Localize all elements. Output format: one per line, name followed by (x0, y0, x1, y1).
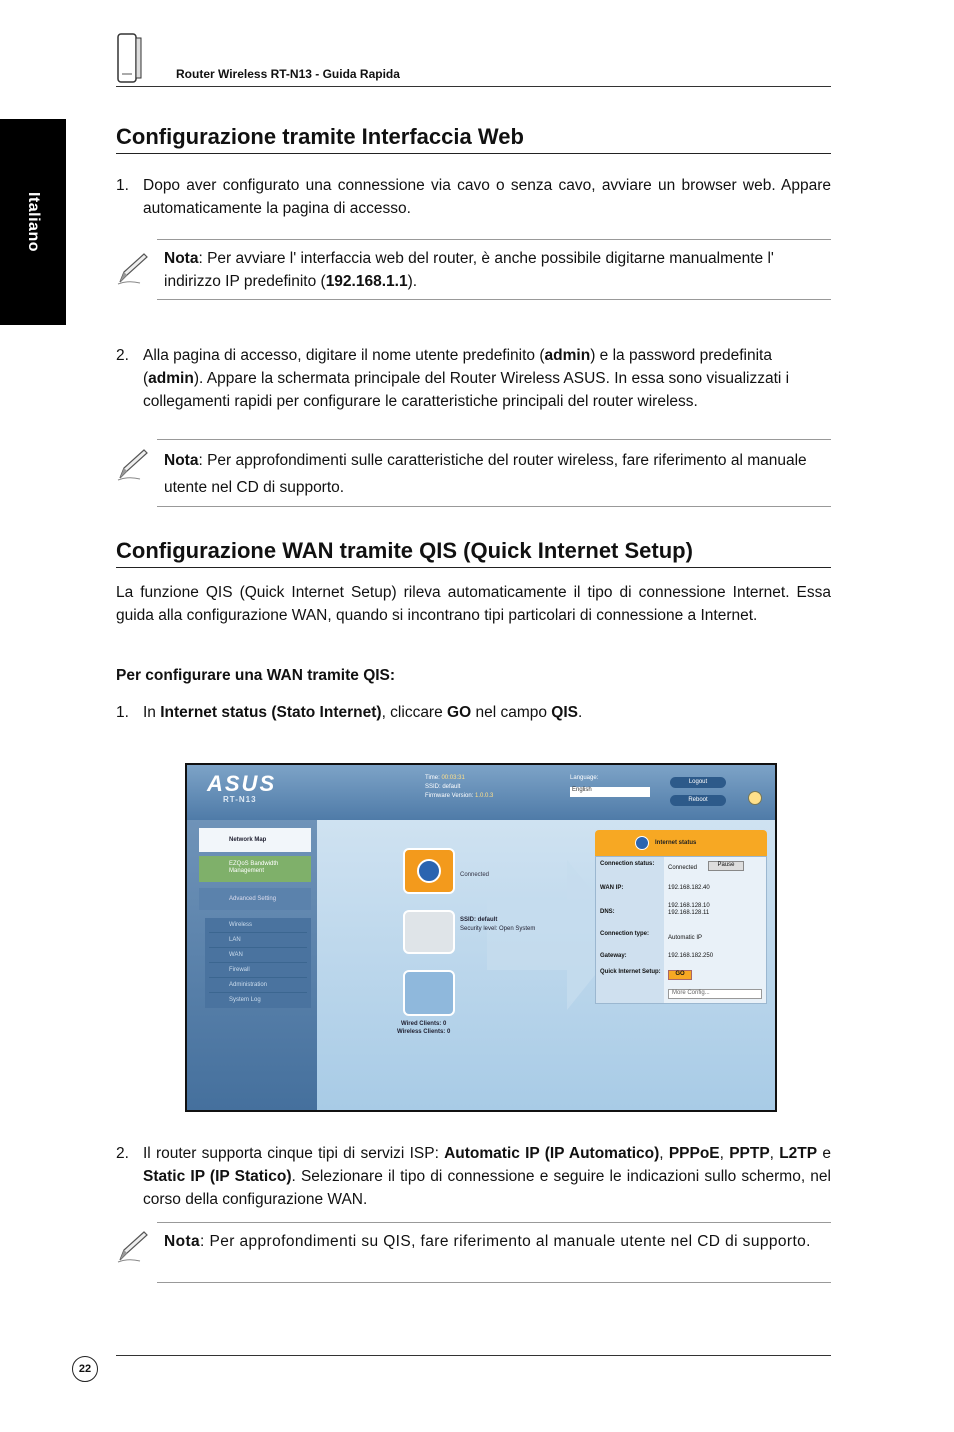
menu-advanced-setting[interactable]: Advanced Setting (199, 888, 311, 910)
header-title: Router Wireless RT-N13 - Guida Rapida (176, 67, 400, 81)
step-number: 2. (116, 1145, 129, 1162)
router-web-ui-screenshot (185, 763, 777, 1112)
pencil-icon (114, 250, 150, 286)
note3-text: Nota: Per approfondimenti su QIS, fare riferimento al manuale utente nel CD di supporto. (164, 1233, 811, 1250)
menu-ezqos[interactable]: EZQoS Bandwidth Management (199, 856, 311, 882)
router-main (317, 820, 775, 1110)
note-label: Nota (164, 250, 199, 267)
submenu-system-log[interactable]: System Log (229, 997, 261, 1003)
router-device-icon[interactable] (403, 910, 455, 954)
section2-rule (116, 567, 831, 568)
submenu-panel (205, 918, 311, 1008)
pencil-icon (114, 1228, 150, 1264)
submenu-wan[interactable]: WAN (209, 952, 307, 963)
pause-button[interactable]: Pause (708, 861, 744, 871)
section1-title: Configurazione tramite Interfaccia Web (116, 124, 524, 149)
section2-title: Configurazione WAN tramite QIS (Quick Internet Setup) (116, 538, 693, 563)
go-button[interactable]: GO (668, 970, 692, 980)
panel-title: Internet status (655, 840, 697, 846)
submenu-lan[interactable]: LAN (209, 937, 307, 948)
globe-icon (635, 836, 649, 850)
router-ssid-line: SSID: default (460, 917, 498, 923)
qis-step1-text: In Internet status (Stato Internet), cliccare GO nel campo QIS. (143, 704, 583, 721)
header-rule (116, 86, 831, 87)
wireless-clients: Wireless Clients: 0 (397, 1029, 451, 1035)
router-icon (116, 30, 144, 86)
wired-clients: Wired Clients: 0 (401, 1021, 447, 1027)
pencil-icon (114, 446, 150, 482)
step-number: 2. (116, 347, 129, 364)
help-icon[interactable] (748, 791, 762, 805)
router-sidebar (187, 820, 317, 1110)
internet-connected-label: Connected (460, 872, 490, 878)
page-number: 22 (72, 1356, 98, 1382)
submenu-administration[interactable]: Administration (209, 982, 307, 993)
section2-subheading: Per configurare una WAN tramite QIS: (116, 667, 396, 684)
more-config-select[interactable]: More Config... (668, 989, 762, 999)
footer-rule (116, 1355, 831, 1356)
submenu-wireless[interactable]: Wireless (209, 922, 307, 933)
note1-text (164, 247, 824, 293)
logout-button[interactable]: Logout (670, 777, 726, 788)
step2-text: Alla pagina di accesso, digitare il nome utente predefinito (admin) e la password predefinita (admin). Appare la schermata principale del Router Wireless ASUS. In essa sono visualizzati i collegamenti rapidi per configurare le caratteristiche principali del router wireless. (143, 347, 790, 410)
menu-network-map[interactable]: Network Map (199, 828, 311, 852)
step1-text: Dopo aver configurato una connessione via cavo o senza cavo, avviare un browser web. Appare automaticamente la pagina di accesso. (143, 177, 831, 217)
note1-text-a: : Per avviare l' interfaccia web del router, è anche possibile digitarne manualmente l' indirizzo IP predefinito ( (164, 250, 774, 290)
router-security-line: Security level: Open System (460, 926, 536, 932)
note1-text-b: ). (407, 273, 418, 290)
qis-step2-text: Il router supporta cinque tipi di servizi ISP: Automatic IP (IP Automatico), PPPoE, PPTP, L2TP e Static IP (IP Statico). Selezionare il tipo di connessione e seguire le indicazioni sullo schermo, nel corso della configurazione WAN. (143, 1145, 831, 1208)
clients-icon[interactable] (403, 970, 455, 1016)
section1-rule (116, 153, 831, 154)
submenu-firewall[interactable]: Firewall (209, 967, 307, 978)
language-select[interactable]: English (570, 787, 650, 797)
step-number: 1. (116, 177, 129, 194)
internet-status-panel-header (595, 830, 767, 856)
internet-status-panel: Connection status: Connected Pause WAN IP: 192.168.182.40 DNS: 192.168.128.10 192.168.128.11 Connection type: Automatic IP Gateway: 192.168.182.250 Quick Internet Setup: GO More Config... (595, 856, 767, 1004)
reboot-button[interactable]: Reboot (670, 795, 726, 806)
step-number: 1. (116, 704, 129, 721)
section2-intro: La funzione QIS (Quick Internet Setup) rileva automaticamente il tipo di connessione Internet. Essa guida alla configurazione WAN, quando si incontrano tipi particolari di connessione a Internet. (116, 584, 831, 624)
note2-text: Nota: Per approfondimenti sulle caratteristiche del router wireless, fare riferimento al manuale utente nel CD di supporto. (164, 452, 807, 496)
default-ip: 192.168.1.1 (325, 273, 408, 290)
router-model: RT-N13 (223, 795, 257, 804)
internet-globe-icon[interactable] (403, 848, 455, 894)
language-tab (0, 119, 66, 325)
router-header: ASUS RT-N13 Time: 00:03:31 SSID: default Firmware Version: 1.0.0.3 Language: English Logout Reboot (187, 765, 775, 820)
asus-logo: ASUS (207, 771, 277, 796)
language-tab-label: Italiano (25, 191, 42, 253)
